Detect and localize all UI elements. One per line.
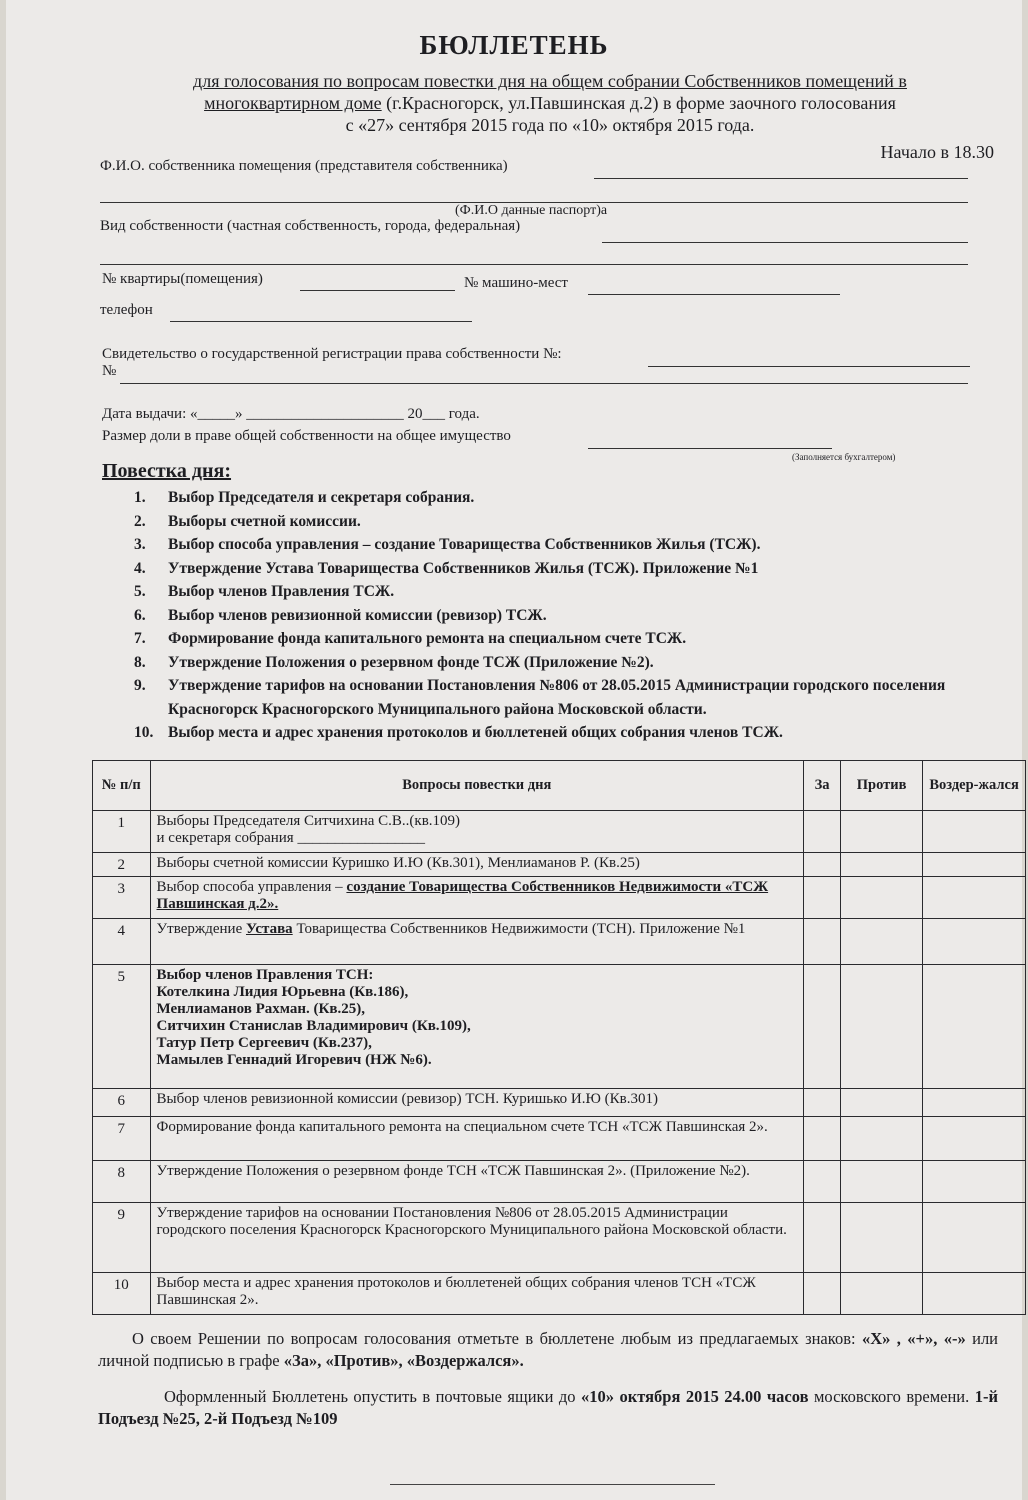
vote-against-cell[interactable] [841, 1161, 923, 1203]
vote-abstain-cell[interactable] [923, 919, 1026, 965]
agenda-item: 2. Выборы счетной комиссии. [134, 512, 361, 530]
share-field[interactable] [588, 448, 832, 449]
table-row: 2 Выборы счетной комиссии Куришко И.Ю (Кв.301), Менлиаманов Р. (Кв.25) [93, 853, 1026, 877]
vote-against-cell[interactable] [841, 1203, 923, 1273]
ownership-type-label: Вид собственности (частная собственность, города, федеральная) [100, 218, 521, 234]
vote-for-cell[interactable] [804, 1203, 841, 1273]
issue-date[interactable]: Дата выдачи: «_____» _____________________ 20___ года. [102, 406, 480, 422]
table-row: 8 Утверждение Положения о резервном фонде ТСН «ТСЖ Павшинская 2». (Приложение №2). [93, 1161, 1026, 1203]
vote-for-cell[interactable] [804, 877, 841, 919]
agenda-item: 3. Выбор способа управления – создание Товарищества Собственников Жилья (ТСЖ). [134, 536, 761, 553]
vote-for-cell[interactable] [804, 1273, 841, 1315]
agenda-list [134, 486, 994, 745]
vote-abstain-cell[interactable] [923, 1161, 1026, 1203]
table-row: 10 Выбор места и адрес хранения протоколов и бюллетеней общих собрания членов ТСН «ТСЖ Павшинская 2». [93, 1273, 1026, 1315]
header-number: № п/п [93, 761, 151, 811]
agenda-item: 8. Утверждение Положения о резервном фонде ТСЖ (Приложение №2). [134, 653, 654, 671]
document-title: БЮЛЛЕТЕНЬ [419, 30, 609, 60]
agenda-item: 10. Выбор места и адрес хранения протоколов и бюллетеней общих собрания членов ТСЖ. [134, 724, 783, 741]
share-note: (Заполняется бухгалтером) [792, 452, 896, 462]
vote-abstain-cell[interactable] [923, 1273, 1026, 1315]
vote-for-cell[interactable] [804, 965, 841, 1089]
agenda-item: 4. Утверждение Устава Товарищества Собственников Жилья (ТСЖ). Приложение №1 [134, 559, 759, 577]
vote-for-cell[interactable] [804, 811, 841, 853]
instructions-paragraph: О своем Решении по вопросам голосования отметьте в бюллетене любым из предлагаемых знаков: «Х» , «+», «-» или личной подписью в графе «За», «Против», «Воздержался». [98, 1329, 999, 1370]
certificate-number-label: № [102, 363, 117, 379]
table-row: 9 Утверждение тарифов на основании Постановления №806 от 28.05.2015 Администрации городского поселения Красногорск Красногорского Муниципального района Московской области. [93, 1203, 1026, 1273]
header-abstain: Воздер-жался [923, 761, 1026, 811]
passport-label: (Ф.И.О данные паспорт)а [455, 203, 608, 218]
certificate-field[interactable] [648, 366, 970, 367]
phone-field[interactable] [170, 321, 472, 322]
vote-against-cell[interactable] [841, 877, 923, 919]
subtitle-line-1: для голосования по вопросам повестки дня на общем собрании Собственников помещений в [193, 71, 907, 91]
voting-table [92, 760, 1026, 1315]
vote-for-cell[interactable] [804, 1089, 841, 1117]
header-against: Против [841, 761, 923, 811]
vote-against-cell[interactable] [841, 1273, 923, 1315]
share-label: Размер доли в праве общей собственности на общее имущество [102, 428, 511, 444]
table-row: 1 Выборы Председателя Ситчихина С.В..(кв.109) и секретаря собрания _________________ [93, 811, 1026, 853]
vote-against-cell[interactable] [841, 919, 923, 965]
agenda-heading: Повестка дня: [102, 460, 232, 482]
table-row: 5 Выбор членов Правления ТСН: Котелкина Лидия Юрьевна (Кв.186), Менлиаманов Рахман. (Кв.25), Ситчихин Станислав Владимирович (Кв.109), Татур Петр Сергеевич (Кв.237), Мамылев Геннадий Игоревич (НЖ №6). [93, 965, 1026, 1089]
table-row: 7 Формирование фонда капитального ремонта на специальном счете ТСН «ТСЖ Павшинская 2». [93, 1117, 1026, 1161]
owner-name-label: Ф.И.О. собственника помещения (представителя собственника) [100, 158, 508, 174]
deadline-paragraph: Оформленный Бюллетень опустить в почтовые ящики до «10» октября 2015 24.00 часов московского времени. 1-й Подъезд №25, 2-й Подъезд №109 [98, 1387, 998, 1428]
table-header-row [93, 761, 1026, 811]
vote-against-cell[interactable] [841, 965, 923, 1089]
ownership-type-field-2[interactable] [100, 264, 968, 265]
vote-abstain-cell[interactable] [923, 1203, 1026, 1273]
subtitle-line-2: многоквартирном доме (г.Красногорск, ул.Павшинская д.2) в форме заочного голосования [204, 93, 896, 113]
parking-label: № машино-мест [464, 275, 568, 291]
ownership-type-field[interactable] [602, 242, 968, 243]
agenda-item: 6. Выбор членов ревизионной комиссии (ревизор) ТСЖ. [134, 606, 547, 624]
header-for: За [804, 761, 841, 811]
agenda-item: 1. Выбор Председателя и секретаря собрания. [134, 489, 475, 506]
vote-for-cell[interactable] [804, 919, 841, 965]
start-time: Начало в 18.30 [880, 142, 994, 162]
table-row: 3 Выбор способа управления – создание Товарищества Собственников Недвижимости «ТСЖ Павшинская д.2». [93, 877, 1026, 919]
vote-abstain-cell[interactable] [923, 811, 1026, 853]
apartment-field[interactable] [300, 290, 455, 291]
owner-name-field[interactable] [594, 178, 968, 179]
signature-line[interactable] [390, 1484, 715, 1485]
vote-abstain-cell[interactable] [923, 965, 1026, 1089]
vote-abstain-cell[interactable] [923, 877, 1026, 919]
subtitle-line-3: с «27» сентября 2015 года по «10» октября 2015 года. [345, 115, 755, 135]
agenda-item: 7. Формирование фонда капитального ремонта на специальном счете ТСЖ. [134, 630, 687, 647]
vote-against-cell[interactable] [841, 853, 923, 877]
vote-against-cell[interactable] [841, 811, 923, 853]
phone-label: телефон [100, 302, 153, 318]
vote-against-cell[interactable] [841, 1089, 923, 1117]
document-subtitle [110, 70, 990, 136]
vote-abstain-cell[interactable] [923, 1117, 1026, 1161]
apartment-label: № квартиры(помещения) [102, 271, 263, 287]
vote-abstain-cell[interactable] [923, 1089, 1026, 1117]
table-row: 6 Выбор членов ревизионной комиссии (ревизор) ТСН. Куришько И.Ю (Кв.301) [93, 1089, 1026, 1117]
header-question: Вопросы повестки дня [150, 761, 804, 811]
table-row: 4 Утверждение Устава Товарищества Собственников Недвижимости (ТСН). Приложение №1 [93, 919, 1026, 965]
vote-for-cell[interactable] [804, 853, 841, 877]
agenda-item: 5. Выбор членов Правления ТСЖ. [134, 583, 395, 600]
vote-against-cell[interactable] [841, 1117, 923, 1161]
certificate-label: Свидетельство о государственной регистрации права собственности №: [102, 346, 562, 362]
vote-for-cell[interactable] [804, 1117, 841, 1161]
vote-for-cell[interactable] [804, 1161, 841, 1203]
certificate-number-field[interactable] [120, 383, 968, 384]
vote-abstain-cell[interactable] [923, 853, 1026, 877]
agenda-item: 9. Утверждение тарифов на основании Постановления №806 от 28.05.2015 Администрации городского поселения Красногорск Красногорского Муниципального района Московской области. [134, 677, 946, 718]
parking-field[interactable] [588, 294, 840, 295]
